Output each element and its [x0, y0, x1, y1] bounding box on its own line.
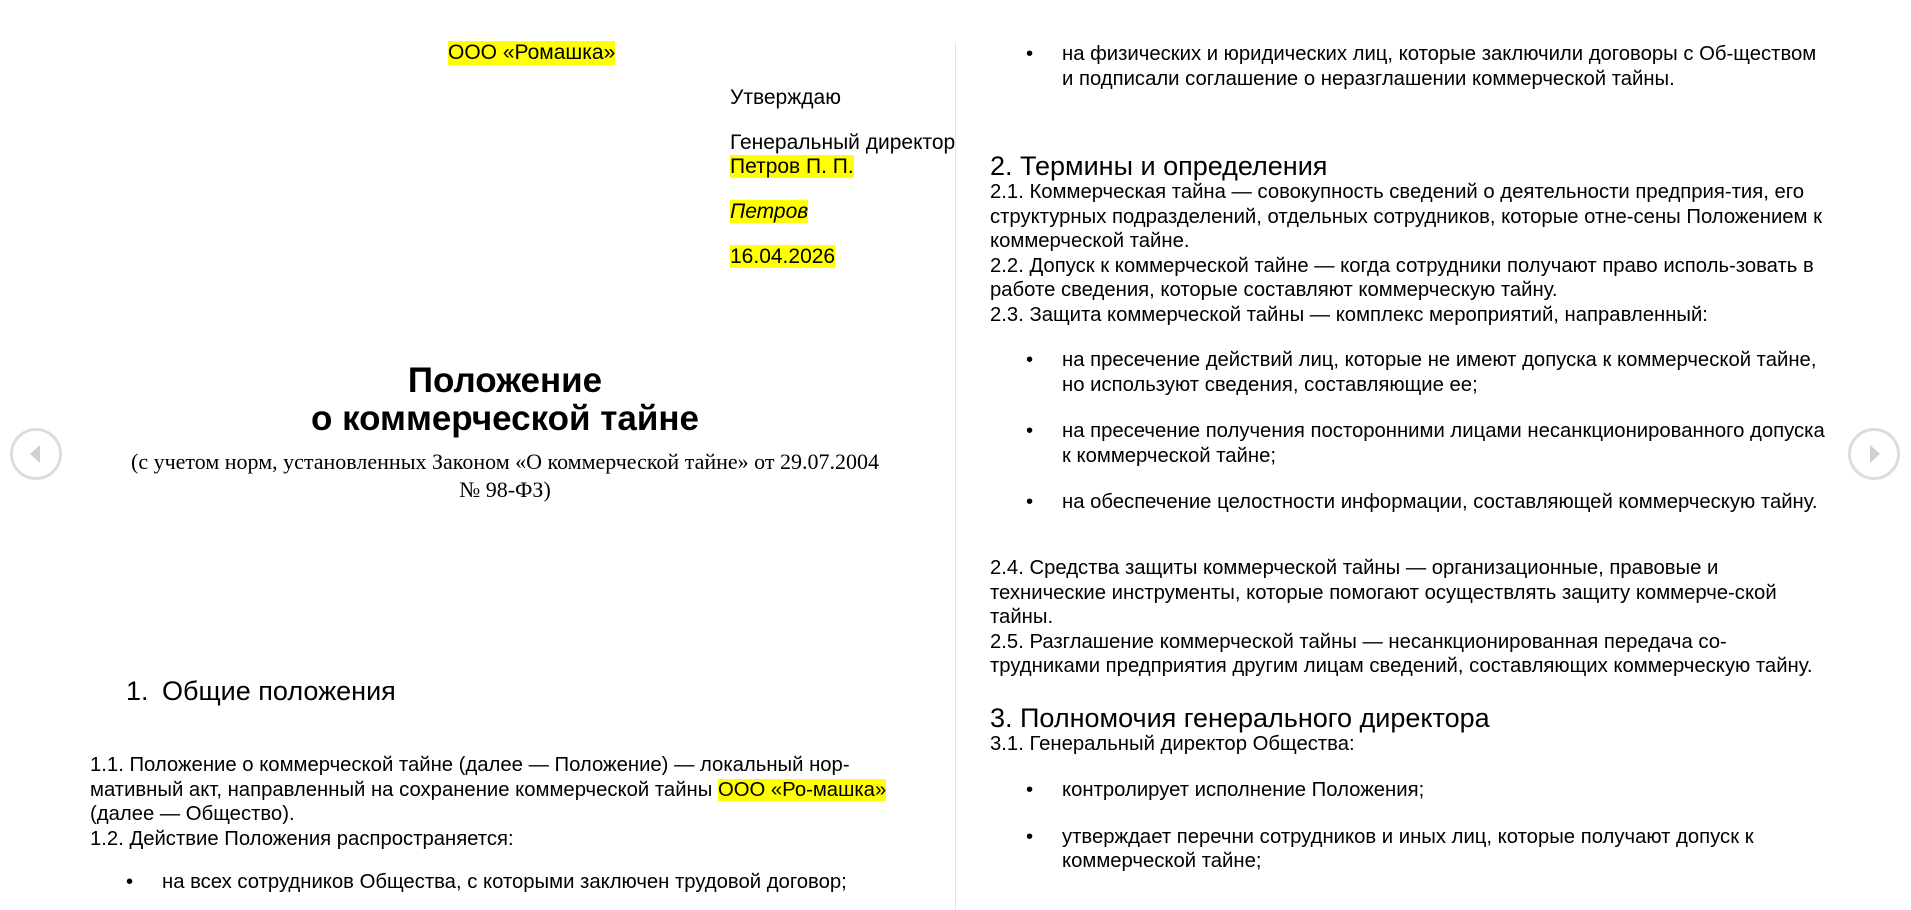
approve-label: Утверждаю [730, 86, 841, 109]
document-title-line2: о коммерческой тайне [310, 399, 700, 438]
list-item: • на всех сотрудников Общества, с которыми заключен трудовой договор; [90, 870, 920, 895]
list-item: • на пресечение получения посторонними лицами несанкционированного допуска к коммерческой тайне; [990, 419, 1830, 468]
section3-paragraphs [990, 732, 1830, 757]
list-item: • контролирует исполнение Положения; [990, 778, 1830, 803]
section1-number: 1. [126, 676, 149, 706]
section1-list-continued [990, 42, 1830, 91]
approver-name: Петров П. П. [730, 155, 854, 178]
chevron-right-icon [1851, 431, 1897, 477]
next-page-button[interactable] [1848, 428, 1900, 480]
section1-paragraphs [90, 753, 920, 851]
document-subtitle [90, 448, 920, 504]
paragraph-2-1: 2.1. Коммерческая тайна — совокупность сведений о деятельности предприя-тия, его структурных подразделений, отдельных сотрудников, которые отне-сены Положением к коммерческой тайне. [990, 181, 1823, 252]
section3-heading: 3. Полномочия генерального директора [990, 703, 1490, 733]
list-item: • на обеспечение целостности информации, составляющей коммерческую тайну. [990, 490, 1830, 515]
list-item: • на физических и юридических лиц, которые заключили договоры с Об-ществом и подписали соглашение о неразглашении коммерческой тайны. [990, 42, 1830, 91]
paragraph-2-2: 2.2. Допуск к коммерческой тайне — когда сотрудники получают право исполь-зовать в работе сведения, которые составляют коммерческую тайну. [990, 254, 1814, 301]
paragraph-1-1-text: 1.1. Положение о коммерческой тайне (далее — Положение) — локальный нор-мативный акт, направленный на сохранение коммерческой тайны [90, 754, 850, 801]
section2-heading: 2. Термины и определения [990, 151, 1328, 181]
paragraph-1-2: 1.2. Действие Положения распространяется: [90, 827, 514, 850]
section2-list [990, 348, 1830, 537]
list-item: • на пресечение действий лиц, которые не имеют допуска к коммерческой тайне, но используют сведения, составляющие ее; [990, 348, 1830, 397]
document-subtitle-line1: (с учетом норм, установленных Законом «О коммерческой тайне» от 29.07.2004 [131, 449, 879, 474]
paragraph-1-1 [90, 753, 920, 827]
section1-heading [126, 675, 396, 707]
paragraph-2-5: 2.5. Разглашение коммерческой тайны — несанкционированная передача со-трудниками предприятия другим лицам сведений, составляющих коммерческую тайну. [990, 630, 1813, 677]
section3-list [990, 778, 1830, 896]
document-subtitle-line2: № 98-ФЗ) [459, 477, 551, 502]
chevron-left-icon [13, 431, 59, 477]
paragraph-2-3: 2.3. Защита коммерческой тайны — комплекс мероприятий, направленный: [990, 303, 1708, 326]
paragraph-1-1-company: ООО «Ро-машка» [717, 778, 887, 801]
section1-heading-text: Общие положения [162, 676, 396, 706]
paragraph-3-1: 3.1. Генеральный директор Общества: [990, 733, 1355, 755]
left-page [90, 0, 956, 910]
previous-page-button[interactable] [10, 428, 62, 480]
approver-title: Генеральный директор [730, 131, 956, 154]
document-title [90, 362, 920, 438]
company-name: ООО «Ромашка» [448, 41, 616, 64]
approver-signature: Петров [730, 200, 809, 223]
right-page [990, 0, 1830, 910]
section2-paragraphs [990, 180, 1830, 327]
paragraph-1-1-tail: (далее — Общество). [90, 803, 295, 825]
section2-paragraphs-continued [990, 556, 1830, 679]
section1-list [90, 870, 920, 895]
document-title-line1: Положение [407, 361, 603, 400]
list-item: • утверждает перечни сотрудников и иных лиц, которые получают допуск к коммерческой тайне; [990, 825, 1830, 874]
paragraph-2-4: 2.4. Средства защиты коммерческой тайны — организационные, правовые и технические инструменты, которые помогают осуществлять защиту коммерче-ской тайны. [990, 557, 1777, 628]
approve-date: 16.04.2026 [730, 245, 836, 268]
